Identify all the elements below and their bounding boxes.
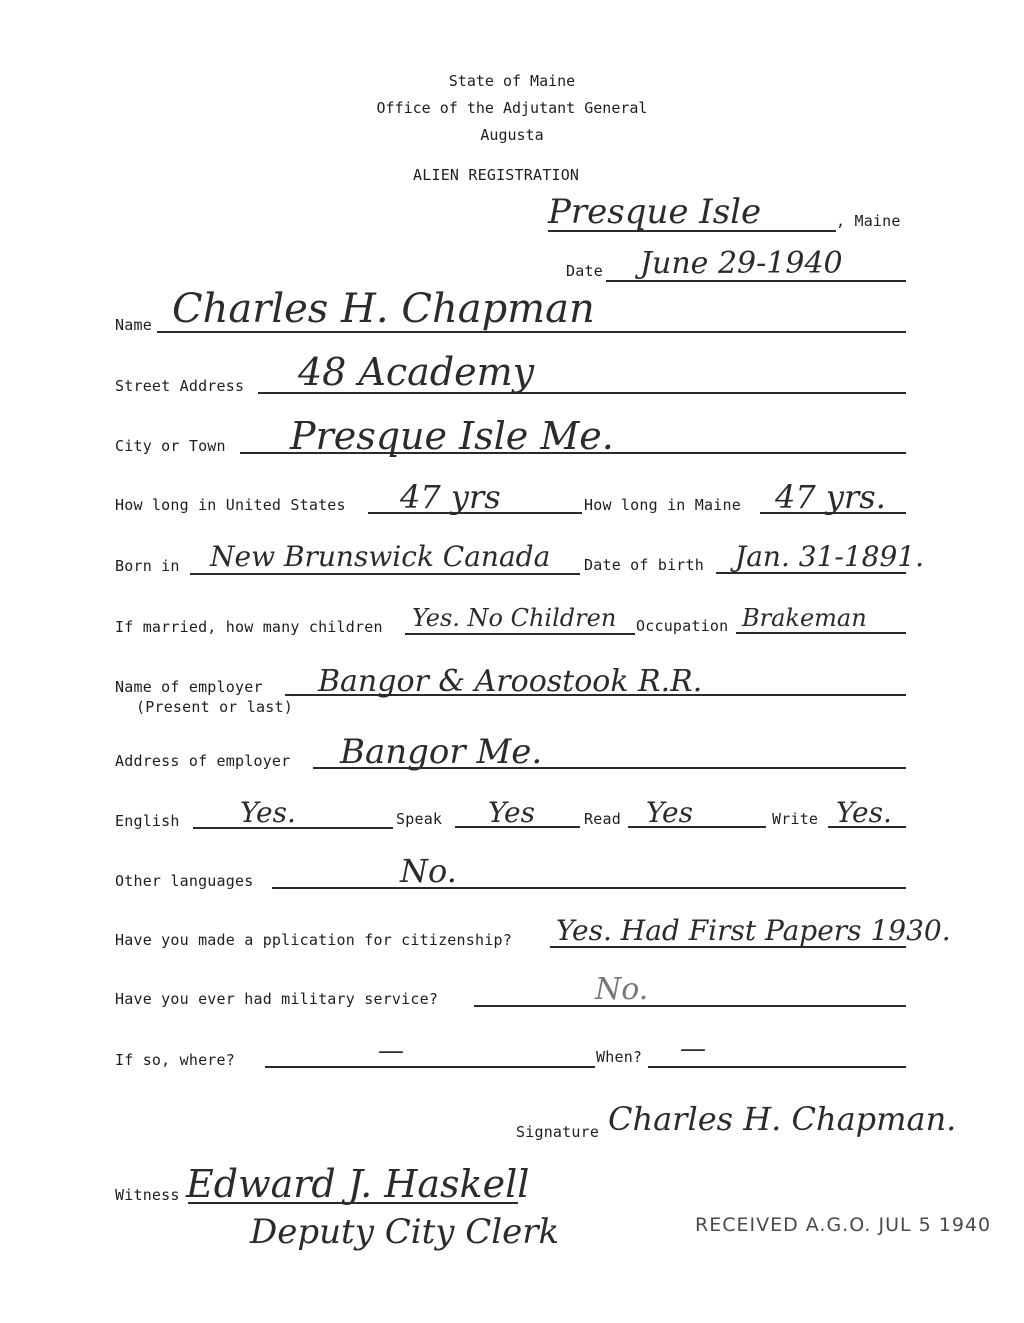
state-heading: State of Maine — [448, 72, 576, 90]
place-value: Presque Isle — [548, 192, 762, 232]
employer-address-label: Address of employer — [115, 752, 291, 770]
date-line — [606, 280, 906, 282]
when-line — [648, 1066, 906, 1068]
city-value: Presque Isle Me. — [290, 414, 614, 458]
witness-label: Witness — [115, 1186, 180, 1204]
city-heading: Augusta — [480, 126, 544, 144]
where-value: — — [378, 1036, 404, 1066]
speak-label: Speak — [396, 810, 443, 828]
other-languages-label: Other languages — [115, 872, 254, 890]
when-label: When? — [596, 1048, 643, 1066]
other-languages-value: No. — [400, 852, 457, 890]
witness-value: Edward J. Haskell — [186, 1162, 530, 1206]
received-stamp: RECEIVED A.G.O. JUL 5 1940 — [695, 1214, 992, 1236]
children-label: If married, how many children — [115, 618, 383, 636]
english-label: English — [115, 812, 180, 830]
citizenship-label: Have you made a pplication for citizenship? — [115, 931, 512, 949]
born-in-line — [190, 573, 580, 575]
form-title: ALIEN REGISTRATION — [413, 166, 580, 184]
english-line — [193, 827, 393, 829]
military-value: No. — [595, 972, 649, 1007]
read-line — [628, 826, 766, 828]
street-label: Street Address — [115, 377, 245, 395]
english-value: Yes. — [240, 796, 296, 829]
employer-sublabel: (Present or last) — [136, 698, 293, 716]
where-line — [265, 1066, 595, 1068]
us-duration-value: 47 yrs — [400, 478, 501, 516]
name-line — [157, 331, 906, 333]
write-line — [828, 826, 906, 828]
witness-line — [188, 1202, 518, 1204]
write-label: Write — [772, 810, 819, 828]
street-line — [258, 392, 906, 394]
other-languages-line — [272, 887, 906, 889]
office-heading: Office of the Adjutant General — [376, 99, 648, 117]
employer-address-value: Bangor Me. — [340, 732, 543, 772]
when-value: — — [680, 1034, 706, 1064]
dob-label: Date of birth — [584, 556, 704, 574]
citizenship-value: Yes. Had First Papers 1930. — [556, 914, 951, 947]
date-label: Date — [566, 262, 603, 280]
write-value: Yes. — [836, 796, 892, 829]
dob-line — [716, 572, 906, 574]
speak-value: Yes — [488, 796, 535, 829]
signature-label: Signature — [516, 1123, 600, 1141]
employer-line — [285, 694, 906, 696]
us-duration-line — [368, 512, 582, 514]
employer-address-line — [313, 767, 906, 769]
city-label: City or Town — [115, 437, 226, 455]
us-duration-label: How long in United States — [115, 496, 346, 514]
military-label: Have you ever had military service? — [115, 990, 439, 1008]
date-value: June 29-1940 — [640, 246, 843, 281]
military-line — [474, 1005, 906, 1007]
maine-duration-value: 47 yrs. — [775, 478, 886, 516]
name-label: Name — [115, 316, 152, 334]
read-value: Yes — [646, 796, 693, 829]
witness-title: Deputy City Clerk — [250, 1212, 560, 1252]
citizenship-line — [550, 946, 906, 948]
place-suffix: , Maine — [836, 212, 901, 230]
occupation-line — [736, 632, 906, 634]
maine-duration-label: How long in Maine — [584, 496, 741, 514]
dob-value: Jan. 31-1891. — [735, 540, 924, 573]
born-in-value: New Brunswick Canada — [210, 540, 551, 573]
city-line — [240, 452, 906, 454]
children-line — [405, 633, 635, 635]
place-line — [548, 230, 836, 232]
occupation-label: Occupation — [636, 617, 729, 635]
born-in-label: Born in — [115, 557, 180, 575]
maine-duration-line — [760, 512, 906, 514]
read-label: Read — [584, 810, 621, 828]
children-value: Yes. No Children — [412, 604, 617, 632]
street-value: 48 Academy — [298, 350, 535, 394]
name-value: Charles H. Chapman — [172, 286, 595, 332]
occupation-value: Brakeman — [742, 604, 867, 632]
employer-value: Bangor & Aroostook R.R. — [318, 664, 703, 699]
speak-line — [455, 826, 580, 828]
where-label: If so, where? — [115, 1051, 235, 1069]
signature-value: Charles H. Chapman. — [608, 1100, 957, 1138]
employer-label: Name of employer — [115, 678, 263, 696]
